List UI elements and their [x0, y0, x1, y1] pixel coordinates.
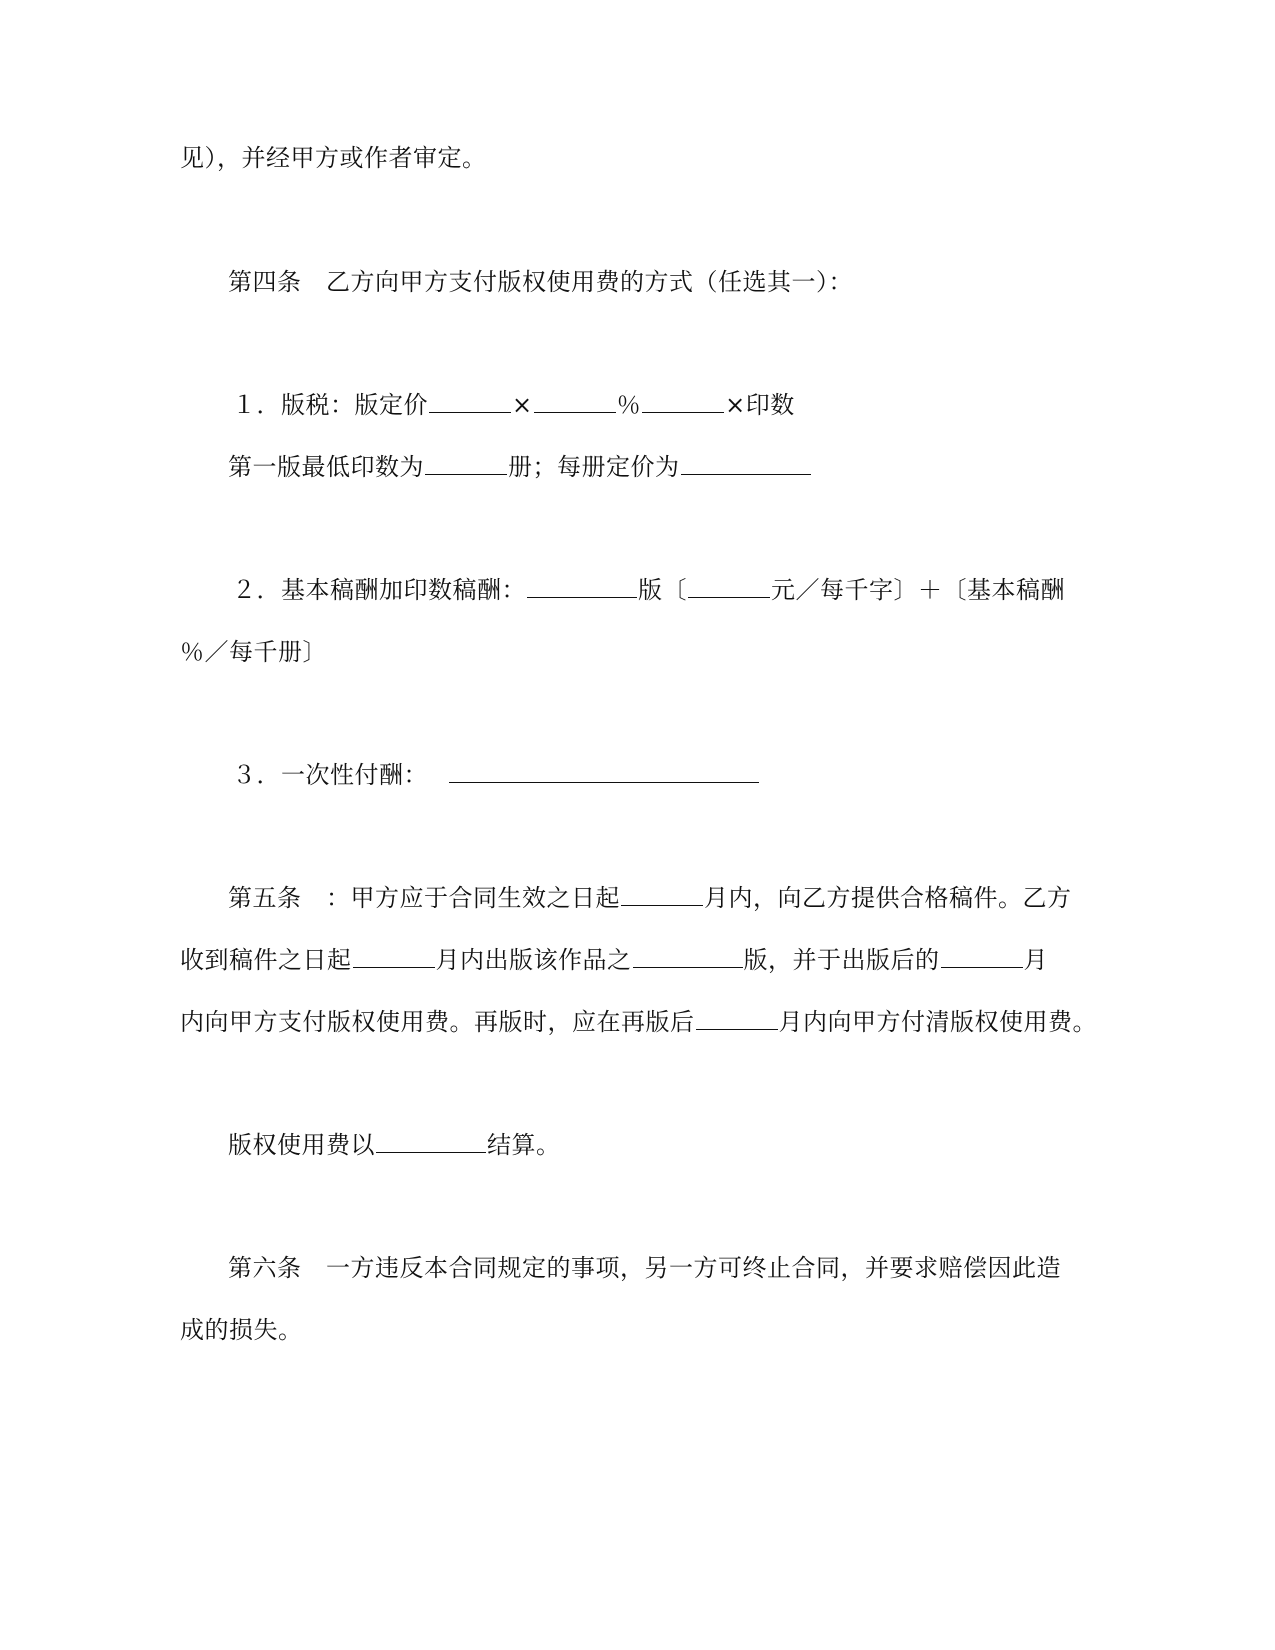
article-5-line-3: 内向甲方支付版权使用费。再版时，应在再版后 月内向甲方付清版权使用费。: [180, 1008, 1097, 1036]
fill-in-blank: [527, 575, 637, 598]
item-1-royalty: １．版税：版定价 × ％ ×印数: [232, 391, 795, 419]
article-4-heading: 第四条 乙方向甲方支付版权使用费的方式（任选其一）：: [228, 268, 853, 296]
fill-in-blank: [696, 1007, 778, 1030]
article-5-line-2: 收到稿件之日起 月内出版该作品之 版，并于出版后的 月: [180, 946, 1048, 974]
item-3-lump-sum: ３．一次性付酬：: [232, 760, 760, 790]
fill-in-blank: [941, 945, 1023, 968]
paragraph-continuation: 见），并经甲方或作者审定。: [180, 144, 487, 172]
fill-in-blank: [621, 883, 703, 906]
fill-in-blank: [642, 390, 724, 413]
fill-in-blank: [688, 575, 770, 598]
item-2-continuation: ％／每千册〕: [180, 638, 327, 666]
article-6-continuation: 成的损失。: [180, 1316, 303, 1344]
fill-in-blank: [353, 945, 435, 968]
article-5-heading: 第五条 ：甲方应于合同生效之日起 月内，向乙方提供合格稿件。乙方: [228, 884, 1072, 912]
fill-in-blank: [425, 452, 507, 475]
article-6-heading: 第六条 一方违反本合同规定的事项，另一方可终止合同，并要求赔偿因此造: [228, 1254, 1061, 1282]
fill-in-blank: [681, 452, 811, 475]
fill-in-blank: [449, 760, 759, 783]
fill-in-blank: [429, 390, 511, 413]
fill-in-blank: [633, 945, 743, 968]
settlement-line: 版权使用费以 结算。: [228, 1131, 561, 1159]
fill-in-blank: [376, 1130, 486, 1153]
fill-in-blank: [534, 390, 616, 413]
item-1-min-print: 第一版最低印数为 册；每册定价为: [228, 452, 812, 482]
item-2-basic-fee: ２．基本稿酬加印数稿酬： 版〔 元／每千字〕＋〔基本稿酬: [232, 576, 1065, 604]
